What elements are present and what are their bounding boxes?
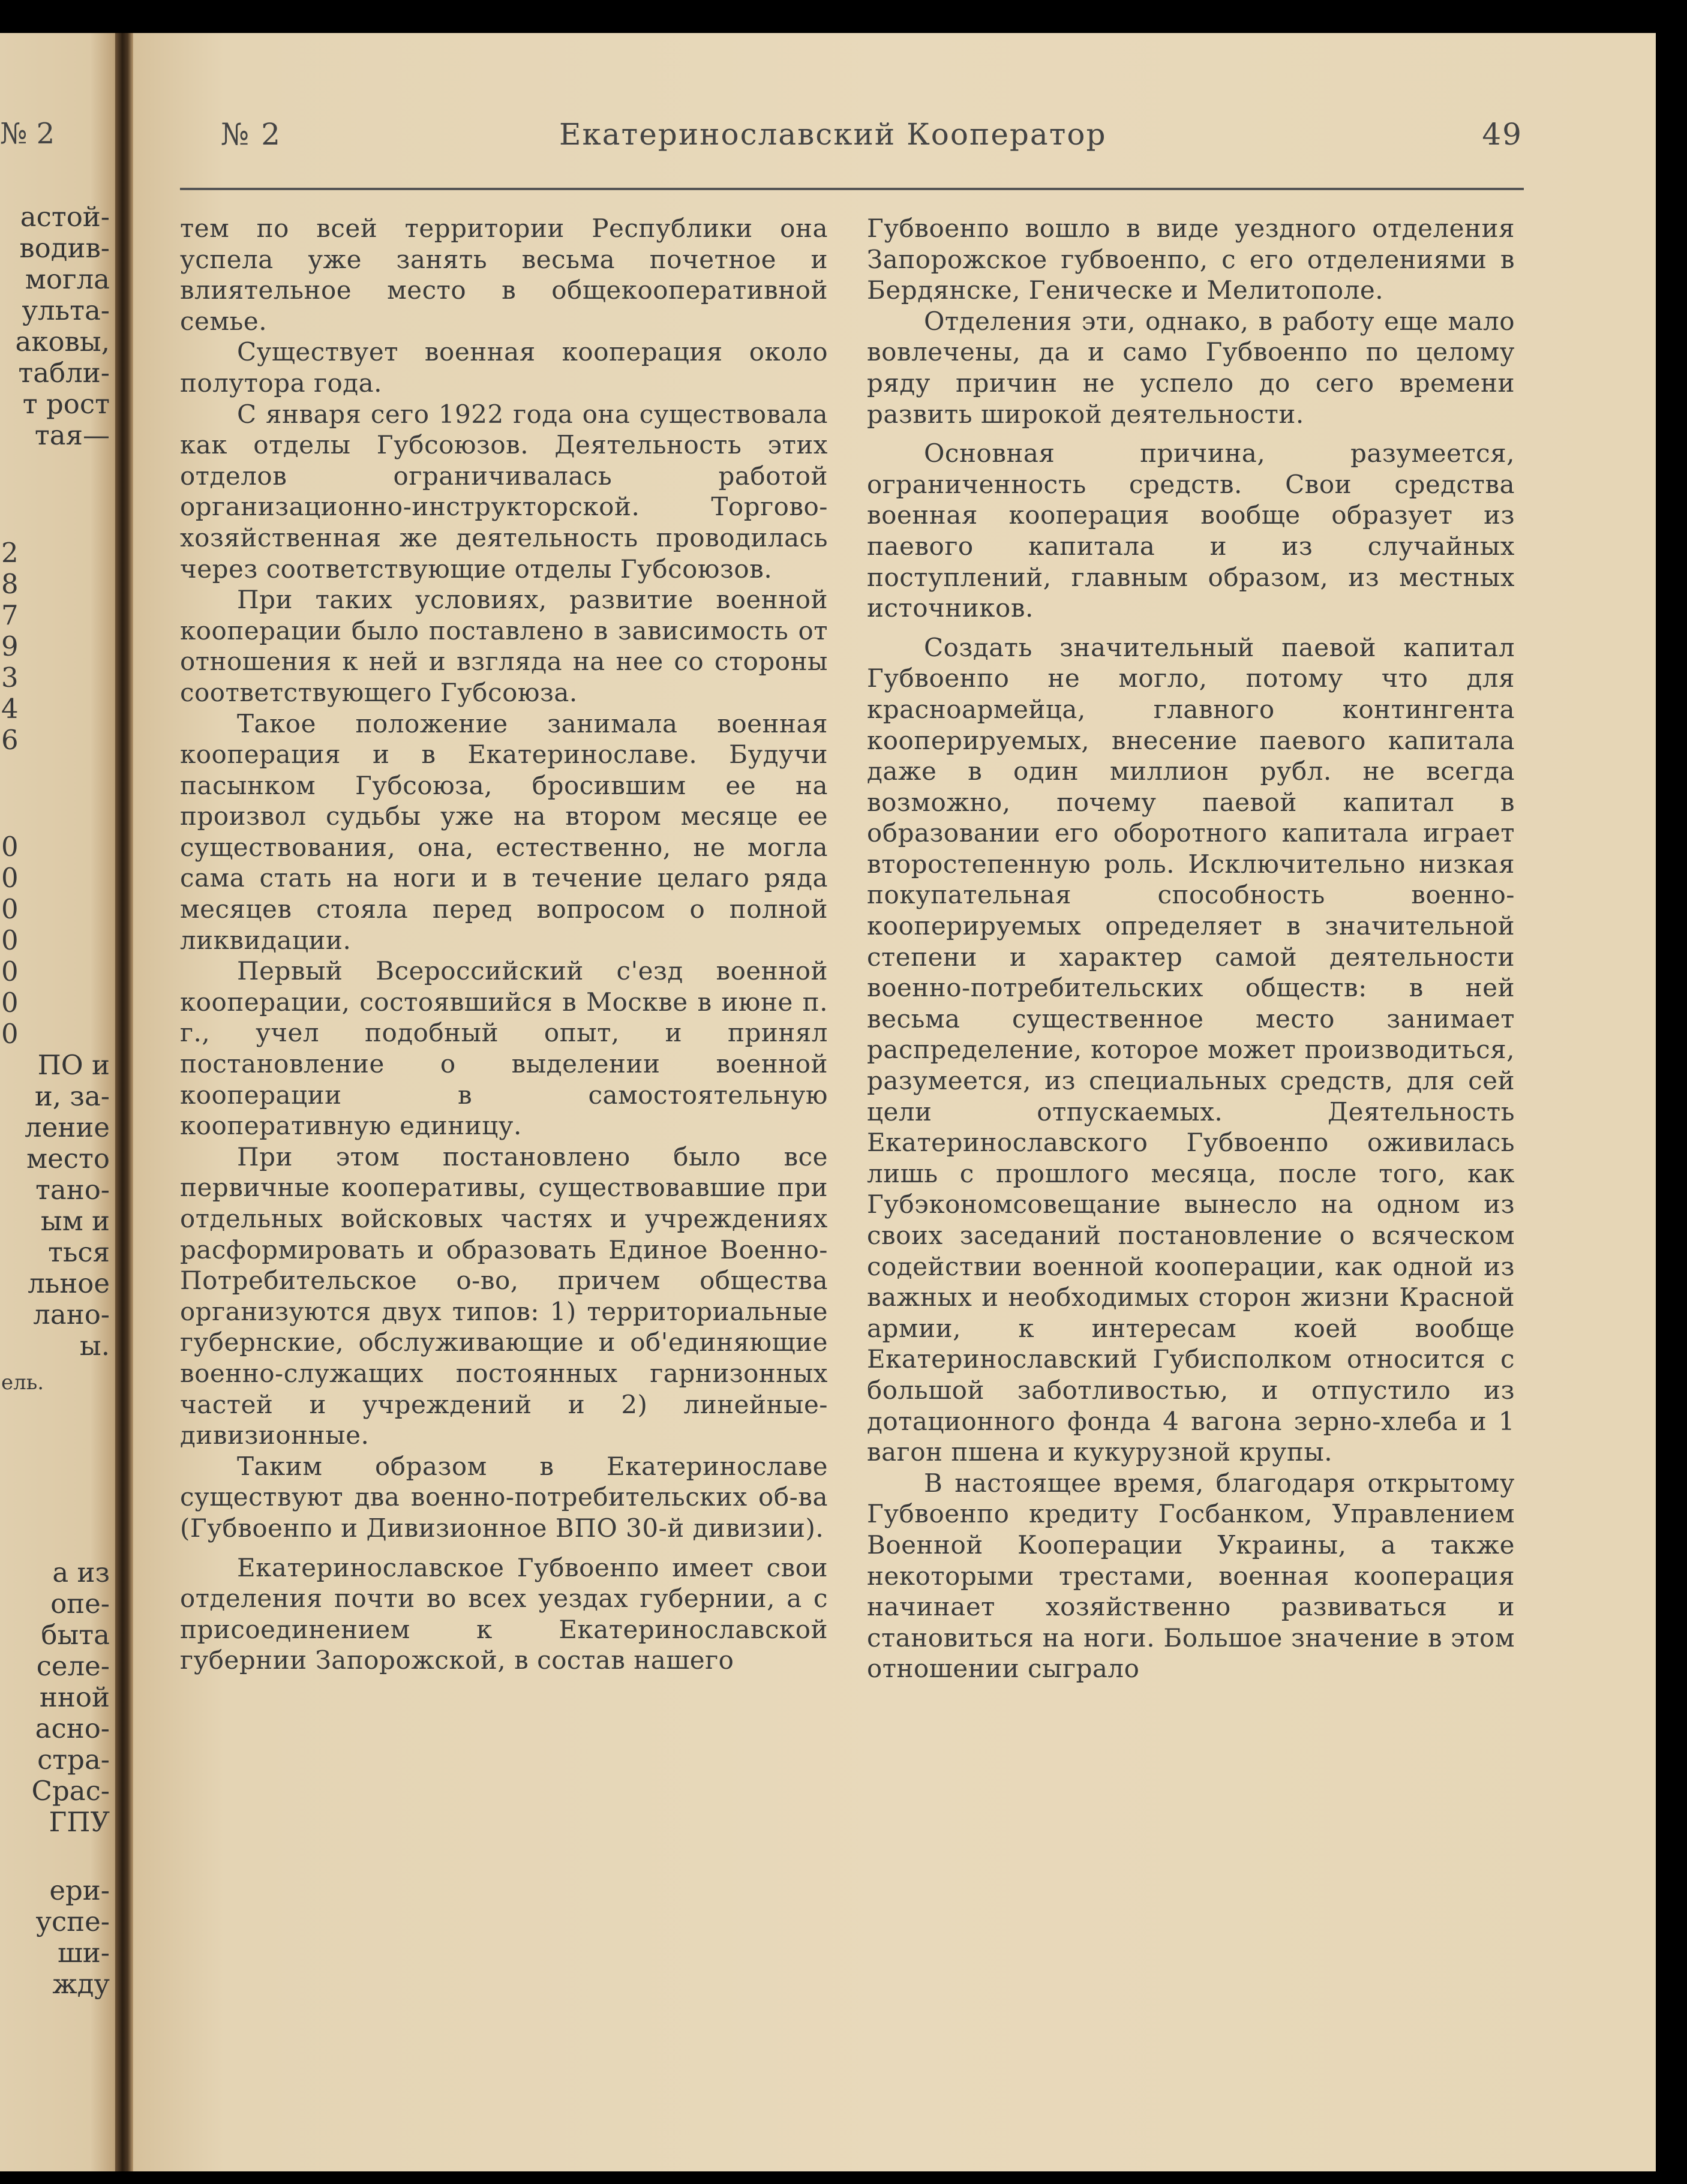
left-page-line: асно- <box>35 1713 110 1744</box>
paragraph: В настоящее время, благодаря открытому Губвоенпо кредиту Госбанком, Управлением Военной Кооперации Украины, а также некоторыми трестами, военная кооперация начинает хозяйственно развиваться и становиться на ноги. Большое значение в этом отношении сыграло <box>867 1468 1515 1684</box>
left-page-line: быта <box>41 1619 110 1651</box>
left-page-line: селе- <box>36 1650 110 1682</box>
paragraph: тем по всей территории Республики она успела уже занять весьма почетное и влиятельное место в общекооперативной семье. <box>180 214 828 336</box>
left-page-line: табли- <box>18 357 110 389</box>
left-page-line: тано- <box>35 1174 110 1206</box>
left-page-digit: 3 <box>1 662 19 693</box>
left-page-line: ПО и <box>37 1049 110 1081</box>
paragraph: Основная причина, разумеется, ограниченность средств. Свои средства военная кооперация вообще образует из паевого капитала и из случайных поступлений, главным образом, из местных источников. <box>867 438 1515 623</box>
left-page-digit: 0 <box>1 924 19 956</box>
issue-number: № 2 <box>221 117 282 152</box>
left-page-line: льное <box>28 1267 110 1299</box>
paragraph: Существует военная кооперация около полутора года. <box>180 337 828 398</box>
left-page-line: Срас- <box>31 1775 110 1807</box>
paragraph: При этом постановлено было все первичные кооперативы, существовавшие при отдельных войсковых частях и учреждениях расформировать и образовать Единое Военно-Потребительское о-во, причем общества организуются двух типов: 1) территориальные губернские, обслуживающие и об'единяющие военно-служащих постоянных гарнизонных частей и учреждений и 2) линейные-дивизионные. <box>180 1141 828 1450</box>
text-column-right <box>867 213 1515 1684</box>
left-page-digit: 0 <box>1 831 19 863</box>
left-page-digit: 6 <box>1 724 19 756</box>
left-page-line: нной <box>39 1681 110 1713</box>
left-page-digit: 0 <box>1 893 19 925</box>
left-page-line: место <box>26 1143 110 1174</box>
left-page-line: и, за- <box>34 1080 110 1112</box>
left-page-line: могла <box>25 263 110 295</box>
left-page-digit: 0 <box>1 956 19 987</box>
running-header <box>221 117 1523 159</box>
scanned-spread <box>0 33 1656 2171</box>
left-page-line: ы. <box>79 1330 110 1362</box>
left-page-line: водив- <box>19 232 110 264</box>
book-gutter <box>115 33 133 2171</box>
left-page-digit: 0 <box>1 987 19 1019</box>
paragraph: Таким образом в Екатеринославе существуют два военно-потребительских об-ва (Губвоенпо и Дивизионное ВПО 30-й дивизии). <box>180 1451 828 1543</box>
left-page-line: лано- <box>33 1299 110 1330</box>
left-page-line: аковы, <box>15 326 110 358</box>
left-page-line: ым и <box>40 1205 110 1237</box>
left-page-line: ери- <box>49 1874 110 1906</box>
paragraph: Губвоенпо вошло в виде уездного отделения Запорожское губвоенпо, с его отделениями в Бердянске, Геническе и Мелитополе. <box>867 214 1515 305</box>
left-page-line: ГПУ <box>49 1806 110 1838</box>
left-page-line: астой- <box>20 201 110 233</box>
paragraph: Екатеринославское Губвоенпо имеет свои отделения почти во всех уездах губернии, а с присоединением к Екатеринославской губернии Запорожской, в состав нашего <box>180 1552 828 1675</box>
text-column-left <box>180 213 828 1676</box>
journal-title: Екатеринославский Кооператор <box>559 117 1107 152</box>
left-page-header: № 2 <box>0 117 55 151</box>
left-page-digit: 0 <box>1 862 19 894</box>
paragraph: Отделения эти, однако, в работу еще мало вовлечены, да и само Губвоенпо по целому ряду причин не успело до сего времени развить широкой деятельности. <box>867 306 1515 429</box>
left-page-line: т рост <box>22 388 110 420</box>
paragraph: Первый Всероссийский с'езд военной кооперации, состоявшийся в Москве в июне п. г., учел подобный опыт, и принял постановление о выделении военной кооперации в самостоятельную кооперативную единицу. <box>180 956 828 1141</box>
left-page-line: ши- <box>57 1937 110 1969</box>
left-page-digit: 0 <box>1 1018 19 1050</box>
left-page-digit: 4 <box>1 693 19 725</box>
left-page-line: ться <box>48 1236 110 1268</box>
header-rule <box>180 188 1524 190</box>
left-page-digit: 2 <box>1 537 19 569</box>
left-page-digit: 9 <box>1 630 19 662</box>
paragraph: Создать значительный паевой капитал Губвоенпо не могло, потому что для красноармейца, главного контингента кооперируемых, внесение паевого капитала даже в один миллион рубл. не всегда возможно, почему паевой капитал в образовании его оборотного капитала играет второстепенную роль. Исключительно низкая покупательная способность военно-кооперируемых определяет в значительной степени и характер самой деятельности военно-потребительских обществ: в ней весьма существенное место занимает распределение, которое может производиться, разумеется, из специальных средств, для сей цели отпускаемых. Деятельность Екатеринославского Губвоенпо оживилась лишь с прошлого месяца, после того, как Губэкономсовещание вынесло на одном из своих заседаний постановление о всяческом содействии военной кооперации, как одной из важных и необходимых сторон жизни Красной армии, к интересам коей вообще Екатеринославский Губисполком относится с большой заботливостью, и отпустило из дотационного фонда 4 вагона зерно-хлеба и 1 вагон пшена и кукурузной крупы. <box>867 632 1515 1467</box>
left-page-small-text: ель. <box>1 1371 44 1395</box>
left-page-fragment <box>0 33 129 2171</box>
paragraph: При таких условиях, развитие военной кооперации было поставлено в зависимость от отношения к ней и взгляда на нее со стороны соответствующего Губсоюза. <box>180 585 828 707</box>
left-page-line: тая— <box>34 419 110 451</box>
left-page-line: ление <box>25 1111 110 1143</box>
left-page-line: стра- <box>37 1744 110 1776</box>
left-page-line: жду <box>52 1968 110 2000</box>
left-page-line: успе- <box>35 1906 110 1937</box>
left-page-line: опе- <box>50 1588 110 1620</box>
left-page-digit: 8 <box>1 568 19 600</box>
page-number: 49 <box>1482 117 1523 152</box>
left-page-line: ульта- <box>22 295 110 326</box>
left-page-line: а из <box>52 1557 110 1588</box>
left-page-digit: 7 <box>1 599 19 631</box>
paragraph: Такое положение занимала военная кооперация и в Екатеринославе. Будучи пасынком Губсоюза, бросившим ее на произвол судьбы уже на втором месяце ее существования, она, естественно, не могла сама стать на ноги и в течение целаго ряда месяцев стояла перед вопросом о полной ликвидации. <box>180 708 828 955</box>
paragraph: С января сего 1922 года она существовала как отделы Губсоюзов. Деятельность этих отделов ограничивалась работой организационно-инструкторской. Торгово-хозяйственная же деятельность проводилась через соответствующие отделы Губсоюзов. <box>180 399 828 584</box>
